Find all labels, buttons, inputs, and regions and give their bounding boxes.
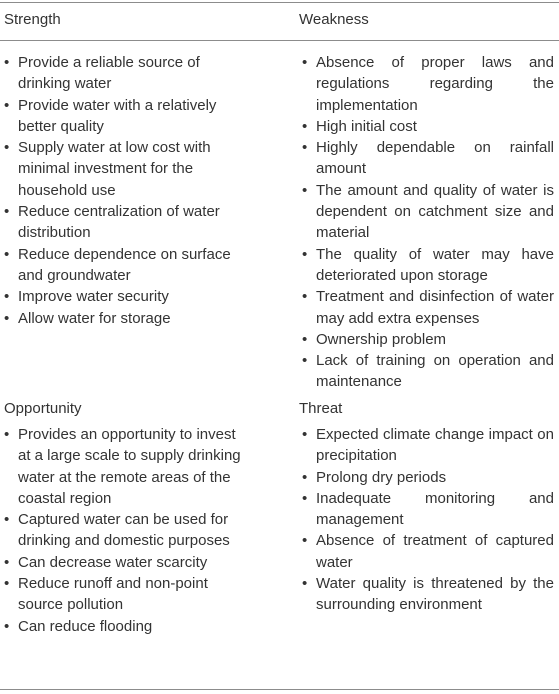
list-item: • Reduce dependence on surface and groundwater [4,244,244,287]
threat-list [302,424,554,616]
list-item: • Treatment and disinfection of water may add extra expenses [302,286,554,329]
list-item: • Absence of proper laws and regulations regarding the implementation [302,52,554,116]
opportunity-header: Opportunity [4,400,82,417]
strength-list [4,52,244,329]
list-item: • Supply water at low cost with minimal investment for the household use [4,137,244,201]
list-item: • Absence of treatment of captured water [302,530,554,573]
list-item: • Provides an opportunity to invest at a large scale to supply drinking water at the remote areas of the coastal region [4,424,244,509]
list-item: • Improve water security [4,286,244,307]
list-item: • Allow water for storage [4,308,244,329]
header-rule [0,40,559,41]
list-item: • The amount and quality of water is dependent on catchment size and material [302,180,554,244]
list-item: • Can reduce flooding [4,616,244,637]
list-item: • Ownership problem [302,329,554,350]
list-item: • Water quality is threatened by the surrounding environment [302,573,554,616]
strength-header: Strength [4,11,61,28]
list-item: • The quality of water may have deteriorated upon storage [302,244,554,287]
list-item: • Highly dependable on rainfall amount [302,137,554,180]
list-item: • Inadequate monitoring and management [302,488,554,531]
weakness-list [302,52,554,393]
weakness-header: Weakness [299,11,369,28]
threat-header: Threat [299,400,343,417]
bottom-rule [0,689,559,690]
list-item: • High initial cost [302,116,554,137]
list-item: • Prolong dry periods [302,467,554,488]
list-item: • Can decrease water scarcity [4,552,244,573]
opportunity-list [4,424,244,637]
list-item: • Provide water with a relatively better quality [4,95,244,138]
list-item: • Reduce runoff and non-point source pollution [4,573,244,616]
list-item: • Reduce centralization of water distribution [4,201,244,244]
list-item: • Captured water can be used for drinking and domestic purposes [4,509,244,552]
list-item: • Lack of training on operation and maintenance [302,350,554,393]
list-item: • Provide a reliable source of drinking water [4,52,244,95]
top-rule [0,2,559,3]
list-item: • Expected climate change impact on precipitation [302,424,554,467]
